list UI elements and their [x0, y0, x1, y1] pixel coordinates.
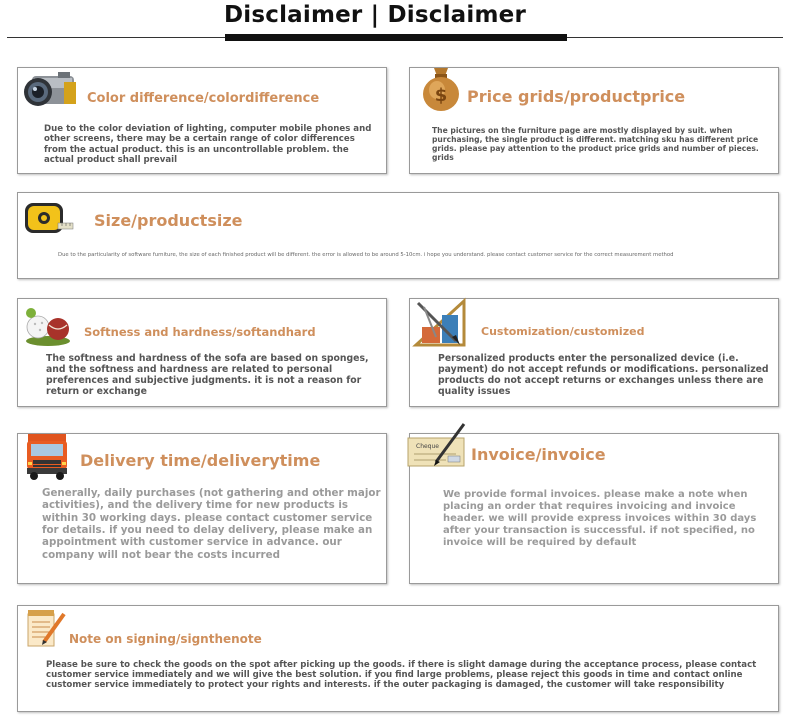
- cheque-pen-icon: [406, 422, 468, 472]
- signing-heading: Note on signing/signthenote: [69, 632, 262, 646]
- notepad-pencil-icon: [24, 608, 68, 648]
- color-difference-card: [17, 67, 387, 174]
- truck-icon: [24, 432, 70, 482]
- customization-text: Personalized products enter the personalized device (i.e. payment) do not accept refunds or modifications. personalized products do not accept returns or exchanges unless there are quality issues: [438, 353, 769, 398]
- title-rule-accent: [225, 34, 567, 41]
- softness-heading: Softness and hardness/softandhard: [84, 325, 316, 339]
- tape-measure-icon: [22, 195, 74, 237]
- invoice-card: [409, 433, 779, 584]
- size-card: [17, 192, 779, 279]
- softness-text: The softness and hardness of the sofa are based on sponges, and the softness and hardness are related to personal preferences and subjective judgments. it is not a reason for return or exchange: [46, 353, 369, 398]
- price-grids-card: [409, 67, 779, 174]
- customization-heading: Customization/customized: [481, 325, 645, 338]
- balls-icon: [22, 305, 74, 347]
- size-text: Due to the particularity of software furniture, the size of each finished product will be different. the error is allowed to be around 5-10cm. i hope you understand. please contact customer service for the correct measurement method: [58, 252, 674, 258]
- cheque-label: Cheque: [416, 443, 439, 450]
- color-difference-heading: Color difference/colordifference: [87, 91, 320, 106]
- page-title: Disclaimer | Disclaimer: [223, 2, 526, 28]
- invoice-text: We provide formal invoices. please make a note when placing an order that requires invoicing and invoice header. we will provide express invoices within 30 days after your transaction is successful. if not specified, no invoice will be required by default: [443, 489, 757, 548]
- signing-text: Please be sure to check the goods on the spot after picking up the goods. if there is slight damage during the acceptance process, please contact customer service immediately and we will give the best solution. if you find large problems, please reject this goods in time and contact online customer service immediately to protect your rights and interests. if the outer packaging is damaged, the customer will take responsibility: [46, 660, 757, 690]
- signing-card: [17, 605, 779, 712]
- delivery-heading: Delivery time/deliverytime: [80, 451, 321, 470]
- price-grids-heading: Price grids/productprice: [467, 87, 686, 106]
- softness-card: [17, 298, 387, 407]
- design-tools-icon: [412, 297, 468, 349]
- svg-text:$: $: [434, 85, 448, 106]
- color-difference-text: Due to the color deviation of lighting, computer mobile phones and other screens, there may be a certain range of color differences from the actual product. this is an uncontrollable problem. the actual product shall prevail: [44, 124, 372, 165]
- size-heading: Size/productsize: [94, 211, 243, 230]
- invoice-heading: Invoice/invoice: [471, 445, 606, 464]
- delivery-text: Generally, daily purchases (not gathering and other major activities), and the delivery time for new products is within 30 working days. please contact customer service for details. if you need to delay delivery, please make an appointment with customer service in advance. our company will not bear the costs incurred: [42, 487, 381, 561]
- camera-icon: [18, 70, 82, 110]
- delivery-card: [17, 433, 387, 584]
- money-bag-icon: [418, 60, 464, 112]
- price-grids-text: The pictures on the furniture page are mostly displayed by suit. when purchasing, the single product is different. matching sku has different price grids. please pay attention to the product price grids and number of pieces. grids: [432, 126, 759, 163]
- customization-card: [409, 298, 779, 407]
